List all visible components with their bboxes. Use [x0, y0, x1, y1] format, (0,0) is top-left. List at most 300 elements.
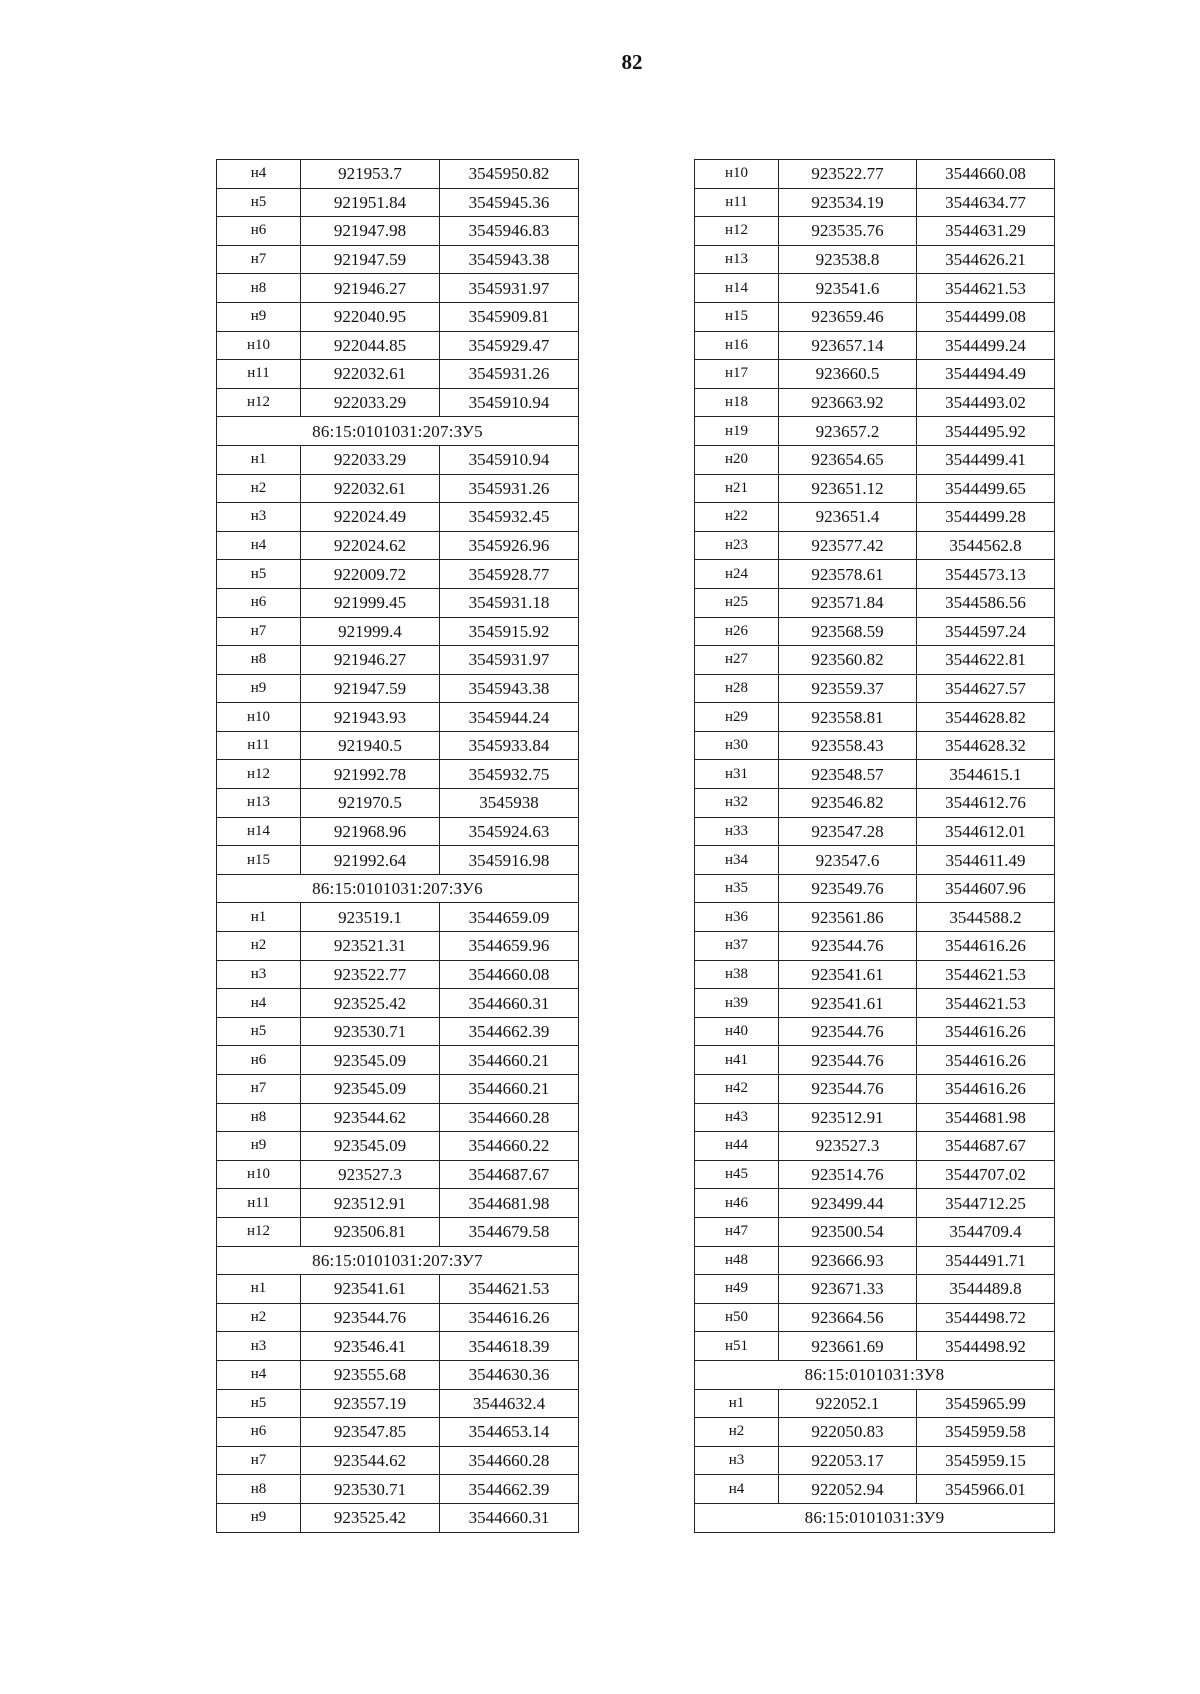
- point-label: н12: [217, 1217, 301, 1246]
- y-coordinate: 3544627.57: [917, 674, 1055, 703]
- table-row: [695, 731, 1055, 760]
- y-coordinate: 3545938: [440, 789, 579, 818]
- x-coordinate: 923547.6: [779, 846, 917, 875]
- y-coordinate: 3545931.26: [440, 360, 579, 389]
- y-coordinate: 3545910.94: [440, 445, 579, 474]
- y-coordinate: 3544660.28: [440, 1446, 579, 1475]
- point-label: н6: [217, 588, 301, 617]
- table-row: [217, 1189, 579, 1218]
- table-row: [695, 903, 1055, 932]
- page-number: 82: [621, 50, 643, 74]
- point-label: н12: [217, 760, 301, 789]
- y-coordinate: 3544660.31: [440, 1503, 579, 1532]
- x-coordinate: 922052.94: [779, 1475, 917, 1504]
- point-label: н36: [695, 903, 779, 932]
- point-label: н1: [695, 1389, 779, 1418]
- point-label: н2: [695, 1418, 779, 1447]
- x-coordinate: 923651.4: [779, 503, 917, 532]
- table-row: [217, 960, 579, 989]
- y-coordinate: 3544491.71: [917, 1246, 1055, 1275]
- table-row: [217, 760, 579, 789]
- y-coordinate: 3544493.02: [917, 388, 1055, 417]
- point-label: н18: [695, 388, 779, 417]
- x-coordinate: 921943.93: [301, 703, 440, 732]
- table-row: [217, 903, 579, 932]
- y-coordinate: 3544612.76: [917, 789, 1055, 818]
- x-coordinate: 923671.33: [779, 1275, 917, 1304]
- table-row: [695, 1017, 1055, 1046]
- point-label: н6: [217, 217, 301, 246]
- point-label: н6: [217, 1046, 301, 1075]
- point-label: н14: [695, 274, 779, 303]
- point-label: н11: [695, 188, 779, 217]
- point-label: н39: [695, 989, 779, 1018]
- y-coordinate: 3544660.21: [440, 1046, 579, 1075]
- point-label: н49: [695, 1275, 779, 1304]
- point-label: н3: [217, 503, 301, 532]
- table-row: [695, 160, 1055, 189]
- y-coordinate: 3544494.49: [917, 360, 1055, 389]
- y-coordinate: 3544660.08: [440, 960, 579, 989]
- x-coordinate: 923541.61: [779, 960, 917, 989]
- x-coordinate: 923522.77: [301, 960, 440, 989]
- x-coordinate: 923514.76: [779, 1160, 917, 1189]
- point-label: н51: [695, 1332, 779, 1361]
- table-row: [217, 531, 579, 560]
- y-coordinate: 3544607.96: [917, 874, 1055, 903]
- x-coordinate: 922009.72: [301, 560, 440, 589]
- x-coordinate: 923663.92: [779, 388, 917, 417]
- table-row: [695, 1103, 1055, 1132]
- x-coordinate: 923525.42: [301, 1503, 440, 1532]
- table-row: [695, 302, 1055, 331]
- point-label: н12: [695, 217, 779, 246]
- section-header-row: [217, 1246, 579, 1275]
- x-coordinate: 923666.93: [779, 1246, 917, 1275]
- y-coordinate: 3544659.09: [440, 903, 579, 932]
- point-label: н42: [695, 1075, 779, 1104]
- table-row: [217, 846, 579, 875]
- x-coordinate: 923661.69: [779, 1332, 917, 1361]
- table-row: [217, 1217, 579, 1246]
- table-row: [217, 731, 579, 760]
- table-row: [695, 960, 1055, 989]
- point-label: н22: [695, 503, 779, 532]
- point-label: н3: [695, 1446, 779, 1475]
- y-coordinate: 3545950.82: [440, 160, 579, 189]
- y-coordinate: 3544660.08: [917, 160, 1055, 189]
- table-row: [217, 789, 579, 818]
- point-label: н5: [217, 560, 301, 589]
- x-coordinate: 923527.3: [779, 1132, 917, 1161]
- table-row: [695, 588, 1055, 617]
- x-coordinate: 921940.5: [301, 731, 440, 760]
- point-label: н31: [695, 760, 779, 789]
- table-row: [695, 646, 1055, 675]
- table-row: [217, 331, 579, 360]
- table-row: [217, 1446, 579, 1475]
- y-coordinate: 3544631.29: [917, 217, 1055, 246]
- x-coordinate: 923538.8: [779, 245, 917, 274]
- x-coordinate: 923525.42: [301, 989, 440, 1018]
- y-coordinate: 3544634.77: [917, 188, 1055, 217]
- table-row: [695, 1160, 1055, 1189]
- y-coordinate: 3545931.97: [440, 274, 579, 303]
- table-row: [695, 1189, 1055, 1218]
- section-header-row: [695, 1503, 1055, 1532]
- point-label: н10: [217, 1160, 301, 1189]
- table-row: [217, 932, 579, 961]
- x-coordinate: 921946.27: [301, 274, 440, 303]
- point-label: н26: [695, 617, 779, 646]
- table-row: [217, 1303, 579, 1332]
- x-coordinate: 923657.14: [779, 331, 917, 360]
- point-label: н15: [217, 846, 301, 875]
- x-coordinate: 923527.3: [301, 1160, 440, 1189]
- x-coordinate: 923660.5: [779, 360, 917, 389]
- y-coordinate: 3545924.63: [440, 817, 579, 846]
- x-coordinate: 923506.81: [301, 1217, 440, 1246]
- point-label: н8: [217, 646, 301, 675]
- y-coordinate: 3544681.98: [440, 1189, 579, 1218]
- x-coordinate: 923522.77: [779, 160, 917, 189]
- y-coordinate: 3545943.38: [440, 245, 579, 274]
- y-coordinate: 3544499.24: [917, 331, 1055, 360]
- x-coordinate: 923544.62: [301, 1446, 440, 1475]
- point-label: н13: [217, 789, 301, 818]
- table-row: [695, 1332, 1055, 1361]
- point-label: н25: [695, 588, 779, 617]
- x-coordinate: 923654.65: [779, 445, 917, 474]
- coordinates-table-right: [694, 159, 1055, 1533]
- x-coordinate: 922040.95: [301, 302, 440, 331]
- point-label: н19: [695, 417, 779, 446]
- x-coordinate: 922044.85: [301, 331, 440, 360]
- table-row: [217, 1418, 579, 1447]
- point-label: н6: [217, 1418, 301, 1447]
- table-row: [695, 674, 1055, 703]
- x-coordinate: 921953.7: [301, 160, 440, 189]
- y-coordinate: 3544616.26: [917, 1046, 1055, 1075]
- table-row: [217, 160, 579, 189]
- x-coordinate: 922053.17: [779, 1446, 917, 1475]
- x-coordinate: 922052.1: [779, 1389, 917, 1418]
- y-coordinate: 3545959.15: [917, 1446, 1055, 1475]
- x-coordinate: 923500.54: [779, 1217, 917, 1246]
- table-row: [217, 617, 579, 646]
- table-row: [695, 932, 1055, 961]
- x-coordinate: 923541.61: [301, 1275, 440, 1304]
- x-coordinate: 921947.98: [301, 217, 440, 246]
- x-coordinate: 921970.5: [301, 789, 440, 818]
- x-coordinate: 923571.84: [779, 588, 917, 617]
- point-label: н8: [217, 1475, 301, 1504]
- y-coordinate: 3544659.96: [440, 932, 579, 961]
- y-coordinate: 3544612.01: [917, 817, 1055, 846]
- table-row: [695, 1418, 1055, 1447]
- table-row: [695, 1446, 1055, 1475]
- y-coordinate: 3544588.2: [917, 903, 1055, 932]
- point-label: н27: [695, 646, 779, 675]
- y-coordinate: 3545932.75: [440, 760, 579, 789]
- point-label: н44: [695, 1132, 779, 1161]
- y-coordinate: 3545928.77: [440, 560, 579, 589]
- y-coordinate: 3544489.8: [917, 1275, 1055, 1304]
- y-coordinate: 3545965.99: [917, 1389, 1055, 1418]
- x-coordinate: 922032.61: [301, 474, 440, 503]
- point-label: н4: [217, 1360, 301, 1389]
- y-coordinate: 3545915.92: [440, 617, 579, 646]
- table-row: [217, 1132, 579, 1161]
- x-coordinate: 922024.49: [301, 503, 440, 532]
- x-coordinate: 923558.81: [779, 703, 917, 732]
- x-coordinate: 923541.61: [779, 989, 917, 1018]
- x-coordinate: 923659.46: [779, 302, 917, 331]
- point-label: н12: [217, 388, 301, 417]
- table-row: [695, 388, 1055, 417]
- x-coordinate: 923512.91: [779, 1103, 917, 1132]
- point-label: н3: [217, 1332, 301, 1361]
- table-row: [217, 1103, 579, 1132]
- y-coordinate: 3545926.96: [440, 531, 579, 560]
- x-coordinate: 923578.61: [779, 560, 917, 589]
- table-row: [695, 245, 1055, 274]
- point-label: н10: [217, 331, 301, 360]
- section-header-row: [217, 417, 579, 446]
- y-coordinate: 3544630.36: [440, 1360, 579, 1389]
- table-row: [217, 646, 579, 675]
- table-row: [695, 1046, 1055, 1075]
- x-coordinate: 921951.84: [301, 188, 440, 217]
- y-coordinate: 3544621.53: [917, 274, 1055, 303]
- table-row: [217, 1275, 579, 1304]
- point-label: н11: [217, 1189, 301, 1218]
- x-coordinate: 921999.4: [301, 617, 440, 646]
- point-label: н9: [217, 674, 301, 703]
- point-label: н11: [217, 731, 301, 760]
- table-row: [695, 817, 1055, 846]
- y-coordinate: 3544660.31: [440, 989, 579, 1018]
- x-coordinate: 923545.09: [301, 1132, 440, 1161]
- table-row: [695, 560, 1055, 589]
- x-coordinate: 921947.59: [301, 674, 440, 703]
- point-label: н46: [695, 1189, 779, 1218]
- y-coordinate: 3544498.72: [917, 1303, 1055, 1332]
- y-coordinate: 3544499.41: [917, 445, 1055, 474]
- table-row: [695, 1217, 1055, 1246]
- y-coordinate: 3545966.01: [917, 1475, 1055, 1504]
- point-label: н2: [217, 474, 301, 503]
- point-label: н30: [695, 731, 779, 760]
- table-row: [695, 1389, 1055, 1418]
- table-row: [217, 1503, 579, 1532]
- point-label: н7: [217, 617, 301, 646]
- coordinates-table-left: [216, 159, 579, 1533]
- table-row: [217, 302, 579, 331]
- table-row: [217, 1160, 579, 1189]
- x-coordinate: 923535.76: [779, 217, 917, 246]
- y-coordinate: 3544562.8: [917, 531, 1055, 560]
- table-row: [695, 1475, 1055, 1504]
- y-coordinate: 3544616.26: [917, 932, 1055, 961]
- x-coordinate: 923559.37: [779, 674, 917, 703]
- y-coordinate: 3544679.58: [440, 1217, 579, 1246]
- point-label: н28: [695, 674, 779, 703]
- x-coordinate: 923546.82: [779, 789, 917, 818]
- x-coordinate: 923544.76: [779, 932, 917, 961]
- y-coordinate: 3545946.83: [440, 217, 579, 246]
- x-coordinate: 922050.83: [779, 1418, 917, 1447]
- point-label: н17: [695, 360, 779, 389]
- table-row: [217, 217, 579, 246]
- point-label: н9: [217, 302, 301, 331]
- coordinates-table-right-body: [695, 160, 1055, 1533]
- point-label: н8: [217, 274, 301, 303]
- table-row: [695, 188, 1055, 217]
- point-label: н1: [217, 903, 301, 932]
- y-coordinate: 3544499.65: [917, 474, 1055, 503]
- x-coordinate: 921946.27: [301, 646, 440, 675]
- table-row: [217, 1332, 579, 1361]
- point-label: н45: [695, 1160, 779, 1189]
- point-label: н10: [217, 703, 301, 732]
- point-label: н1: [217, 1275, 301, 1304]
- table-row: [695, 331, 1055, 360]
- x-coordinate: 923657.2: [779, 417, 917, 446]
- x-coordinate: 923544.76: [779, 1075, 917, 1104]
- point-label: н43: [695, 1103, 779, 1132]
- point-label: н10: [695, 160, 779, 189]
- point-label: н14: [217, 817, 301, 846]
- section-header-row: [695, 1360, 1055, 1389]
- point-label: н4: [217, 160, 301, 189]
- y-coordinate: 3544662.39: [440, 1475, 579, 1504]
- point-label: н47: [695, 1217, 779, 1246]
- point-label: н50: [695, 1303, 779, 1332]
- y-coordinate: 3545931.18: [440, 588, 579, 617]
- y-coordinate: 3544628.82: [917, 703, 1055, 732]
- y-coordinate: 3545916.98: [440, 846, 579, 875]
- table-row: [695, 1275, 1055, 1304]
- y-coordinate: 3544709.4: [917, 1217, 1055, 1246]
- point-label: н9: [217, 1503, 301, 1532]
- y-coordinate: 3544618.39: [440, 1332, 579, 1361]
- table-row: [695, 360, 1055, 389]
- y-coordinate: 3544499.28: [917, 503, 1055, 532]
- table-row: [695, 989, 1055, 1018]
- x-coordinate: 923547.28: [779, 817, 917, 846]
- y-coordinate: 3544660.22: [440, 1132, 579, 1161]
- y-coordinate: 3544621.53: [917, 960, 1055, 989]
- x-coordinate: 923544.76: [301, 1303, 440, 1332]
- y-coordinate: 3544616.26: [917, 1017, 1055, 1046]
- point-label: н8: [217, 1103, 301, 1132]
- point-label: н40: [695, 1017, 779, 1046]
- point-label: н4: [695, 1475, 779, 1504]
- table-row: [217, 1360, 579, 1389]
- table-row: [695, 217, 1055, 246]
- y-coordinate: 3544660.28: [440, 1103, 579, 1132]
- cadastral-number: 86:15:0101031:ЗУ8: [695, 1360, 1055, 1389]
- x-coordinate: 923534.19: [779, 188, 917, 217]
- x-coordinate: 923544.76: [779, 1046, 917, 1075]
- point-label: н2: [217, 932, 301, 961]
- table-row: [217, 188, 579, 217]
- point-label: н16: [695, 331, 779, 360]
- table-row: [217, 445, 579, 474]
- point-label: н2: [217, 1303, 301, 1332]
- table-row: [695, 789, 1055, 818]
- y-coordinate: 3544611.49: [917, 846, 1055, 875]
- x-coordinate: 922033.29: [301, 388, 440, 417]
- x-coordinate: 921999.45: [301, 588, 440, 617]
- table-row: [217, 1046, 579, 1075]
- point-label: н7: [217, 245, 301, 274]
- y-coordinate: 3545945.36: [440, 188, 579, 217]
- y-coordinate: 3544662.39: [440, 1017, 579, 1046]
- x-coordinate: 923512.91: [301, 1189, 440, 1218]
- table-row: [217, 703, 579, 732]
- table-row: [217, 1075, 579, 1104]
- y-coordinate: 3544628.32: [917, 731, 1055, 760]
- x-coordinate: 923519.1: [301, 903, 440, 932]
- table-row: [217, 1475, 579, 1504]
- table-row: [217, 1017, 579, 1046]
- point-label: н34: [695, 846, 779, 875]
- table-row: [217, 274, 579, 303]
- x-coordinate: 921968.96: [301, 817, 440, 846]
- point-label: н7: [217, 1075, 301, 1104]
- table-row: [695, 274, 1055, 303]
- y-coordinate: 3545931.26: [440, 474, 579, 503]
- x-coordinate: 923541.6: [779, 274, 917, 303]
- point-label: н5: [217, 1017, 301, 1046]
- table-row: [217, 989, 579, 1018]
- table-row: [695, 1132, 1055, 1161]
- table-row: [695, 1246, 1055, 1275]
- table-row: [695, 531, 1055, 560]
- y-coordinate: 3544498.92: [917, 1332, 1055, 1361]
- x-coordinate: 922032.61: [301, 360, 440, 389]
- table-row: [695, 503, 1055, 532]
- y-coordinate: 3545931.97: [440, 646, 579, 675]
- y-coordinate: 3544621.53: [440, 1275, 579, 1304]
- table-row: [695, 760, 1055, 789]
- x-coordinate: 922024.62: [301, 531, 440, 560]
- x-coordinate: 923544.76: [779, 1017, 917, 1046]
- x-coordinate: 923547.85: [301, 1418, 440, 1447]
- x-coordinate: 923664.56: [779, 1303, 917, 1332]
- x-coordinate: 923549.76: [779, 874, 917, 903]
- point-label: н32: [695, 789, 779, 818]
- x-coordinate: 923557.19: [301, 1389, 440, 1418]
- y-coordinate: 3544597.24: [917, 617, 1055, 646]
- y-coordinate: 3544616.26: [917, 1075, 1055, 1104]
- coordinates-table-left-body: [217, 160, 579, 1533]
- section-header-row: [217, 874, 579, 903]
- y-coordinate: 3544712.25: [917, 1189, 1055, 1218]
- point-label: н13: [695, 245, 779, 274]
- y-coordinate: 3544687.67: [440, 1160, 579, 1189]
- point-label: н20: [695, 445, 779, 474]
- x-coordinate: 923545.09: [301, 1075, 440, 1104]
- y-coordinate: 3545932.45: [440, 503, 579, 532]
- table-row: [695, 1303, 1055, 1332]
- point-label: н3: [217, 960, 301, 989]
- point-label: н48: [695, 1246, 779, 1275]
- table-row: [695, 846, 1055, 875]
- point-label: н41: [695, 1046, 779, 1075]
